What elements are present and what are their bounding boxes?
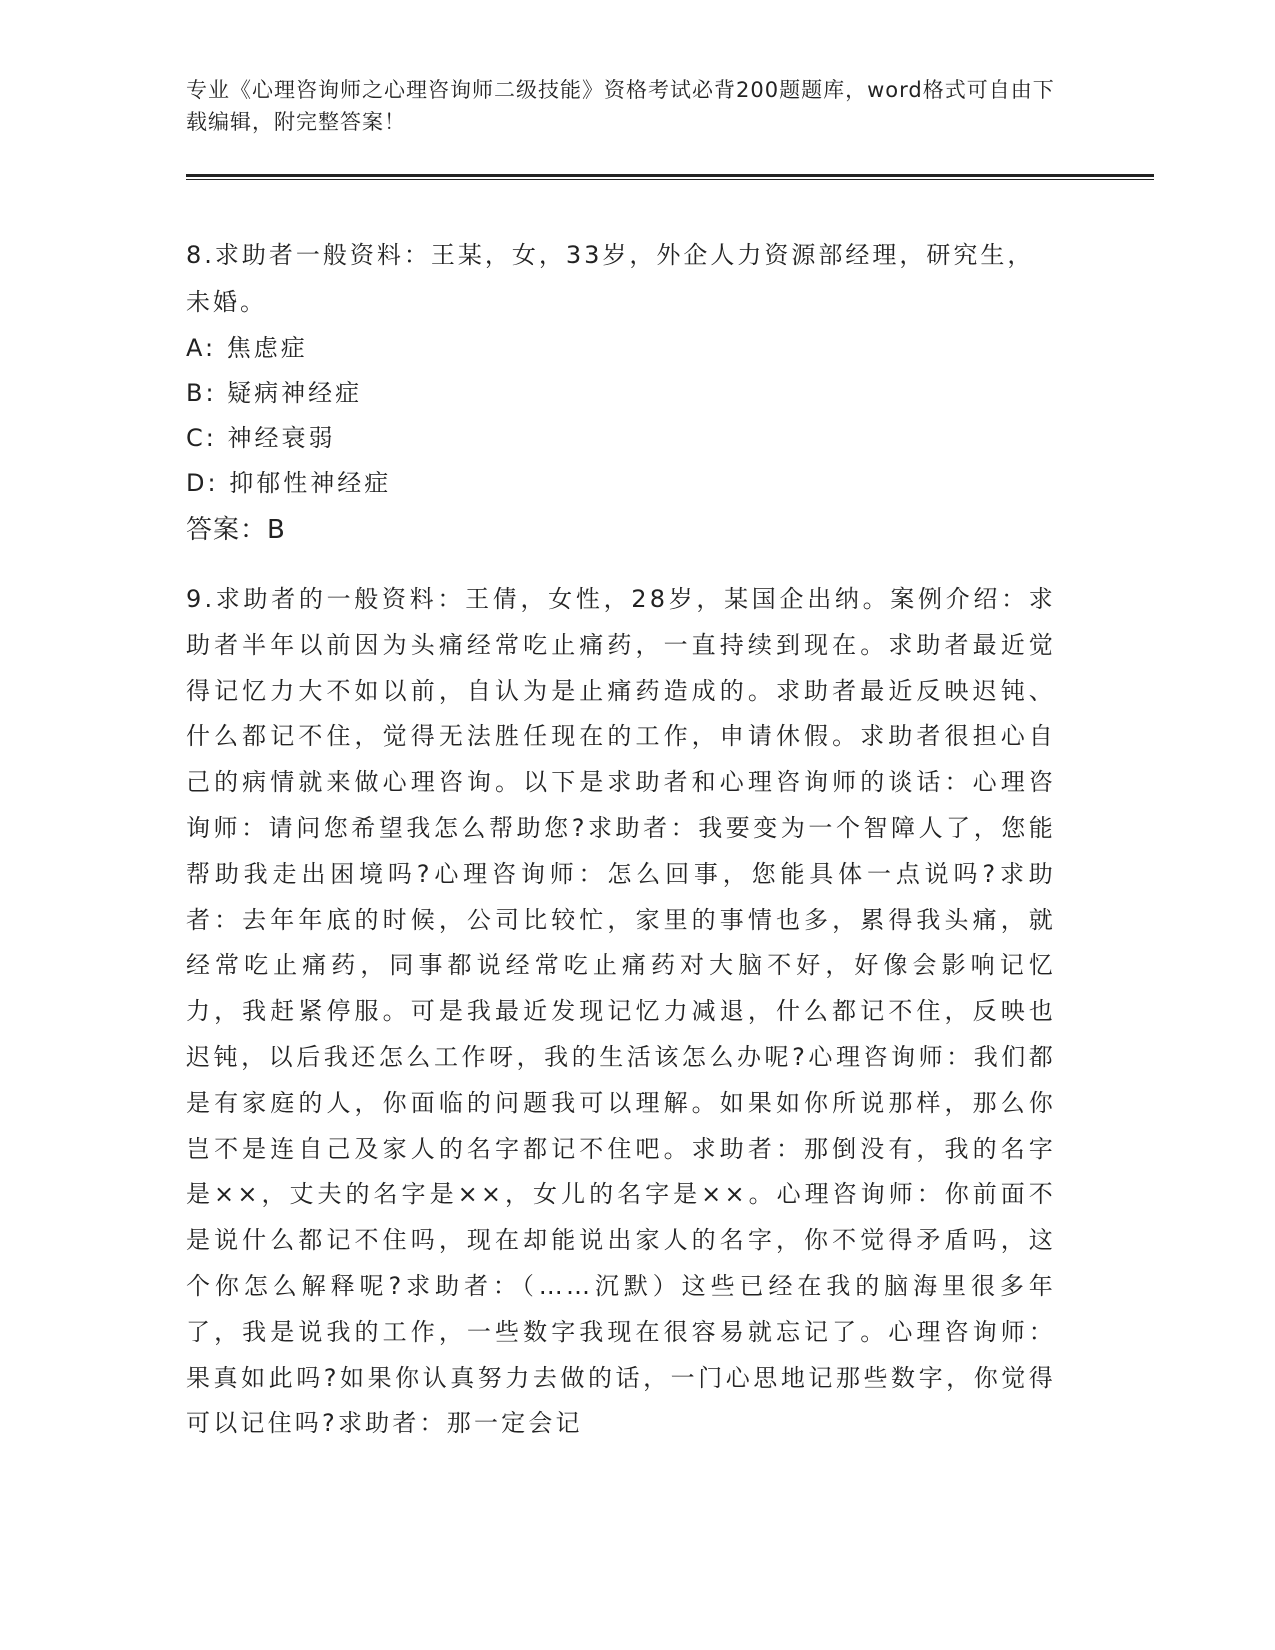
header-divider-thin-line [186,179,1154,180]
question-stem: 9.求助者的一般资料：王倩，女性，28岁，某国企出纳。案例介绍：求助者半年以前因为头痛经常吃止痛药，一直持续到现在。求助者最近觉得记忆力大不如以前，自认为是止痛药造成的。求助者最近反映迟钝、什么都记不住，觉得无法胜任现在的工作，申请休假。求助者很担心自己的病情就来做心理咨询。以下是求助者和心理咨询师的谈话：心理咨询师：请问您希望我怎么帮助您?求助者：我要变为一个智障人了，您能帮助我走出困境吗?心理咨询师：怎么回事，您能具体一点说吗?求助者：去年年底的时候，公司比较忙，家里的事情也多，累得我头痛，就经常吃止痛药，同事都说经常吃止痛药对大脑不好，好像会影响记忆力，我赶紧停服。可是我最近发现记忆力减退，什么都记不住，反映也迟钝，以后我还怎么工作呀，我的生活该怎么办呢?心理咨询师：我们都是有家庭的人，你面临的问题我可以理解。如果如你所说那样，那么你岂不是连自己及家人的名字都记不住吧。求助者：那倒没有，我的名字是××，丈夫的名字是××，女儿的名字是××。心理咨询师：你前面不是说什么都记不住吗，现在却能说出家人的名字，你不觉得矛盾吗，这个你怎么解释呢?求助者：（……沉默）这些已经在我的脑海里很多年了，我是说我的工作，一些数字我现在很容易就忘记了。心理咨询师：果真如此吗?如果你认真努力去做的话，一门心思地记那些数字，你觉得可以记住吗?求助者：那一定会记 [186,585,1056,1438]
question-8 [186,232,1056,554]
question-stem: 8.求助者一般资料：王某，女，33岁，外企人力资源部经理，研究生，未婚。 [186,241,1035,316]
header-divider [186,174,1154,180]
option-b: B: 疑病神经症 [186,379,363,407]
header-divider-thick-line [186,174,1154,177]
answer-label: 答案：B [186,515,286,545]
question-9 [186,577,1056,1447]
option-c: C: 神经衰弱 [186,424,336,452]
document-header: 专业《心理咨询师之心理咨询师二级技能》资格考试必背200题题库，word格式可自由下载编辑，附完整答案！ [186,78,1055,134]
option-a: A: 焦虑症 [186,334,308,362]
option-d: D: 抑郁性神经症 [186,469,392,497]
